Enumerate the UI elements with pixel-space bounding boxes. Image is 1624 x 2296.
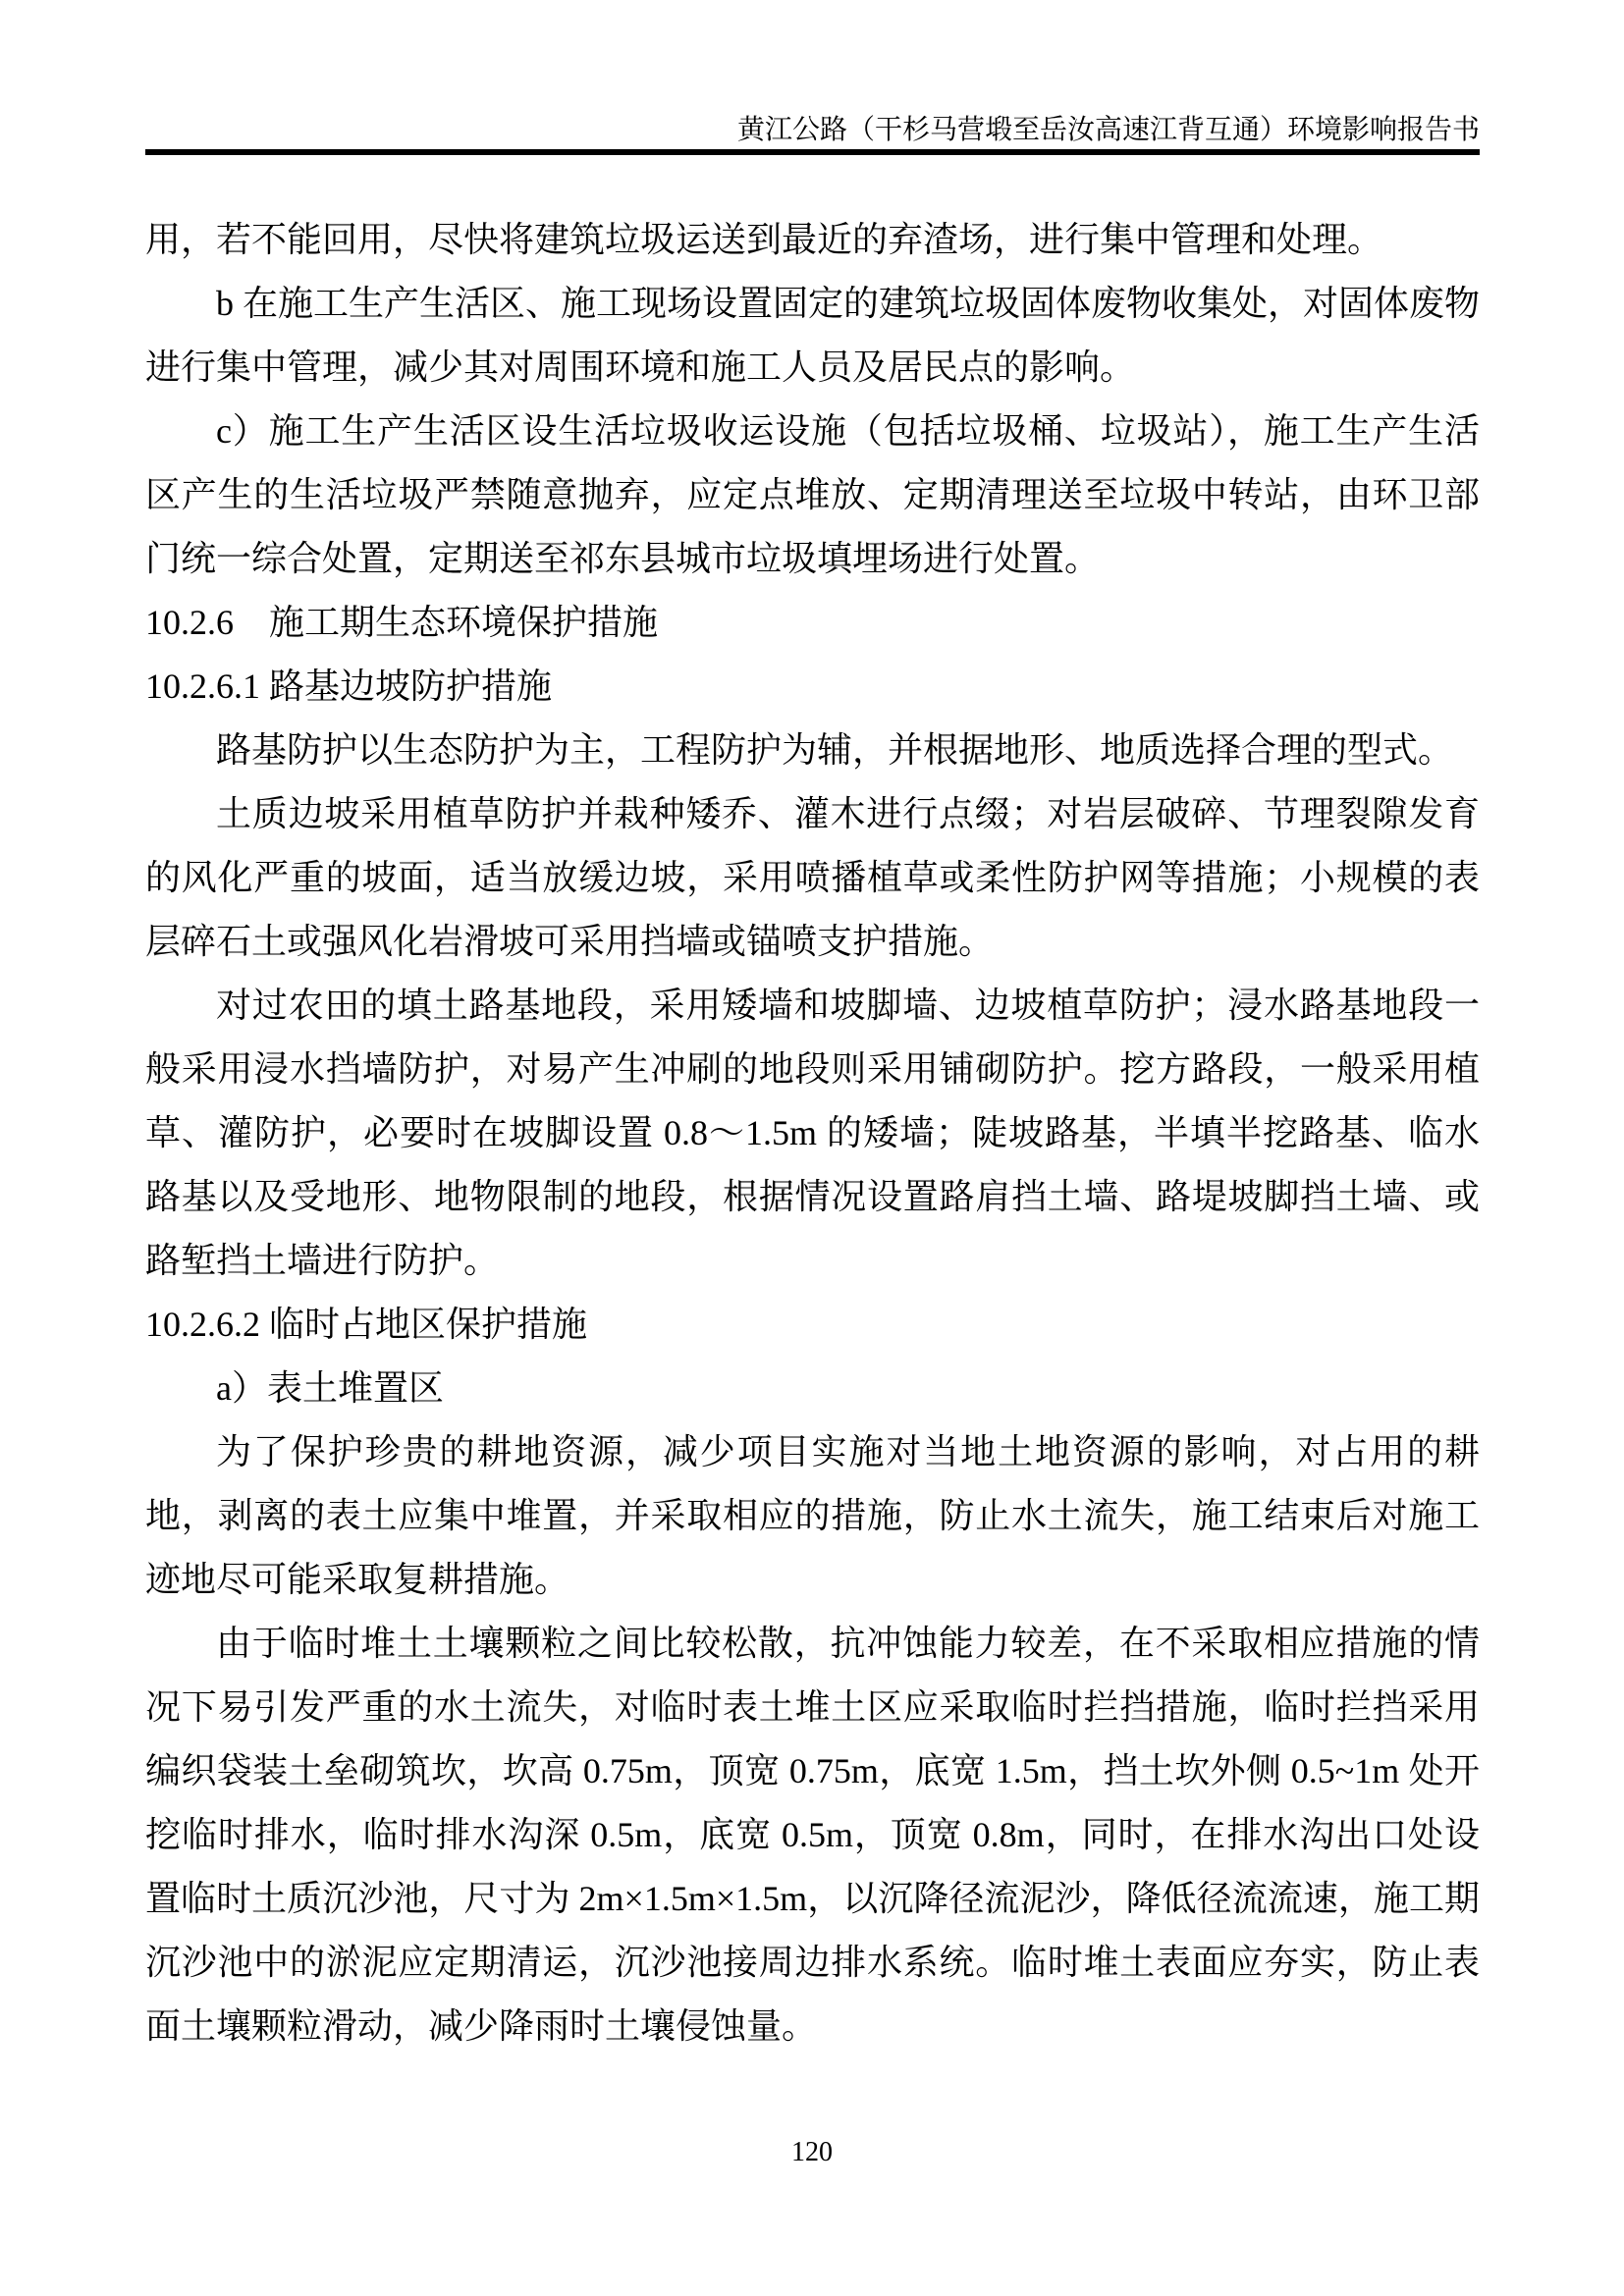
page-number: 120 (791, 2137, 833, 2167)
paragraph: b 在施工生产生活区、施工现场设置固定的建筑垃圾固体废物收集处，对固体废物进行集中管理，减少其对周围环境和施工人员及居民点的影响。 (145, 284, 1481, 387)
page-header (145, 114, 1480, 155)
section-heading: 10.2.6.1 路基边坡防护措施 (145, 667, 553, 706)
header-title: 黄江公路（干杉马营塅至岳汝高速江背互通）环境影响报告书 (736, 115, 1480, 145)
page-footer (0, 2136, 1624, 2169)
document-body (145, 208, 1480, 2058)
paragraph: 为了保护珍贵的耕地资源，减少项目实施对当地土地资源的影响，对占用的耕地，剥离的表土应集中堆置，并采取相应的措施，防止水土流失，施工结束后对施工迹地尽可能采取复耕措施。 (145, 1432, 1480, 1599)
paragraph: c）施工生产生活区设生活垃圾收运设施（包括垃圾桶、垃圾站），施工生产生活区产生的生活垃圾严禁随意抛弃，应定点堆放、定期清理送至垃圾中转站，由环卫部门统一综合处置，定期送至祁东县城市垃圾填埋场进行处置。 (145, 411, 1480, 578)
paragraph: 路基防护以生态防护为主，工程防护为辅，并根据地形、地质选择合理的型式。 (216, 730, 1454, 770)
section-heading: 10.2.6 施工期生态环境保护措施 (145, 603, 659, 642)
section-heading: 10.2.6.2 临时占地区保护措施 (145, 1305, 588, 1344)
paragraph: 土质边坡采用植草防护并栽种矮乔、灌木进行点缀；对岩层破碎、节理裂隙发育的风化严重的坡面，适当放缓边坡，采用喷播植草或柔性防护网等措施；小规模的表层碎石土或强风化岩滑坡可采用挡墙或锚喷支护措施。 (145, 794, 1480, 961)
paragraph: 由于临时堆土土壤颗粒之间比较松散，抗冲蚀能力较差，在不采取相应措施的情况下易引发严重的水土流失，对临时表土堆土区应采取临时拦挡措施，临时拦挡采用编织袋装土垒砌筑坎，坎高 0.75m，顶宽 0.75m，底宽 1.5m，挡土坎外侧 0.5~1m 处开挖临时排水，临时排水沟深 0.5m，底宽 0.5m，顶宽 0.8m，同时，在排水沟出口处设置临时土质沉沙池，尺寸为 2m×1.5m×1.5m，以沉降径流泥沙，降低径流流速，施工期沉沙池中的淤泥应定期清运，沉沙池接周边排水系统。临时堆土表面应夯实，防止表面土壤颗粒滑动，减少降雨时土壤侵蚀量。 (145, 1624, 1480, 2046)
paragraph: 用，若不能回用，尽快将建筑垃圾运送到最近的弃渣场，进行集中管理和处理。 (145, 220, 1383, 259)
paragraph: 对过农田的填土路基地段，采用矮墙和坡脚墙、边坡植草防护；浸水路基地段一般采用浸水挡墙防护，对易产生冲刷的地段则采用铺砌防护。挖方路段，一般采用植草、灌防护，必要时在坡脚设置 0.8～1.5m 的矮墙；陡坡路基，半填半挖路基、临水路基以及受地形、地物限制的地段，根据情况设置路肩挡土墙、路堤坡脚挡土墙、或路堑挡土墙进行防护。 (145, 986, 1480, 1280)
paragraph: a）表土堆置区 (216, 1368, 444, 1408)
